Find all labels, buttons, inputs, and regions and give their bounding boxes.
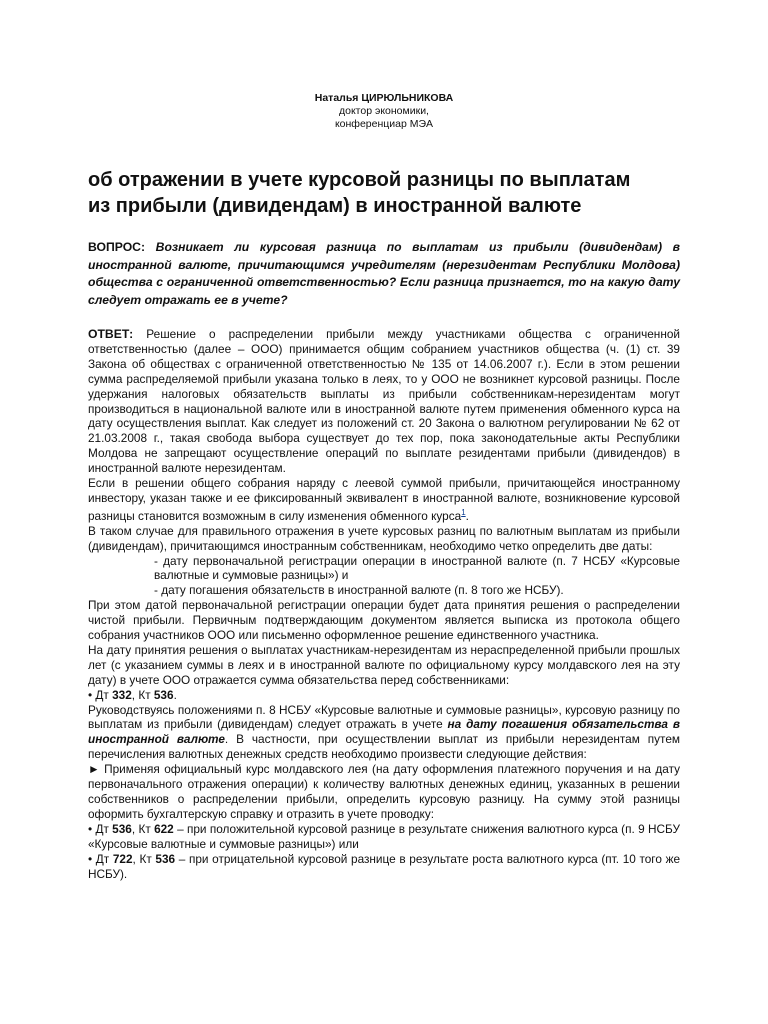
- answer-text-6-emphasis: на дату погашения обязательства в иностранной валюте: [88, 717, 680, 747]
- article-title: [88, 167, 680, 219]
- entry-2-prefix: • Дт: [88, 821, 113, 836]
- entry-1-debit: 332: [112, 687, 132, 702]
- entry-3: [88, 852, 680, 882]
- answer-paragraph-7: ► Применяя официальный курс молдавского лея (на дату оформления платежного поручения и на дату первоначального отражения операции) к количеству валютных денежных единиц, указанных в решении собственников о распределении прибыли, определить курсовую разницу. На сумму этой разницы оформить бухгалтерскую справку и отразить в учете проводку:: [88, 762, 680, 821]
- answer-paragraph-3: В таком случае для правильного отражения в учете курсовых разниц по валютным выплатам из прибыли (дивидендам), причитающимся иностранным собственникам, необходимо четко определить две даты:: [88, 523, 680, 553]
- entry-1-credit: 536: [153, 687, 174, 702]
- entry-3-mid: , Кт: [132, 851, 156, 866]
- title-line-2: из прибыли (дивидендам) в иностранной валюте: [88, 195, 582, 217]
- entry-3-suffix: – при отрицательной курсовой разнице в результате роста валютного курса (пт. 10 того же НСБУ).: [88, 851, 681, 881]
- answer-text-2-end: .: [465, 508, 469, 523]
- author-degree: доктор экономики,: [339, 105, 429, 117]
- question-label: ВОПРОС:: [88, 240, 146, 254]
- question-text: Возникает ли курсовая разница по выплатам из прибыли (дивидендам) в иностранной валюте, причитающимся учредителям (нерезидентам Республики Молдова) общества с ограниченной ответственностью? Если разница признается, то на какую дату следует отражать ее в учете?: [88, 240, 680, 307]
- answer-text-1: Решение о распределении прибыли между участниками общества с ограниченной ответственностью (далее – ООО) принимается общим собранием участников общества (ч. (1) ст. 39 Закона об обществах с ограниченной ответственностью № 135 от 14.06.2007 г.). Если в этом решении сумма распределяемой прибыли указана только в леях, то у ООО не возникнет курсовой разницы. После удержания налоговых обязательств выплаты из прибыли собственникам-нерезидентам могут производиться в национальной валюте или в иностранной валюте путем применения обменного курса на дату осуществления выплат. Как следует из положений ст. 20 Закона о валютном регулировании № 62 от 21.03.2008 г., такая свобода выбора существует до тех пор, пока законодательные акты Республики Молдова не запрещают осуществление операций по выплате резидентами прибыли (дивидендов) в иностранной валюте нерезидентам.: [88, 327, 680, 476]
- answer-paragraph-6: [88, 703, 680, 763]
- author-name: Наталья ЦИРЮЛЬНИКОВА: [314, 92, 454, 104]
- entry-1-prefix: • Дт: [88, 687, 113, 702]
- entry-3-credit: 536: [155, 851, 176, 866]
- date-list-item-2: - дату погашения обязательств в иностранной валюте (п. 8 того же НСБУ).: [154, 583, 564, 598]
- answer-label: ОТВЕТ:: [88, 327, 134, 341]
- answer-paragraph-5: На дату принятия решения о выплатах участникам-нерезидентам из нераспределенной прибыли прошлых лет (с указанием суммы в леях и в иностранной валюте по официальному курсу молдавского лея на эту дату) в учете ООО отражается сумма обязательства перед собственниками:: [88, 642, 680, 687]
- answer-text-6-start: Руководствуясь положениями п. 8 НСБУ «Курсовые валютные и суммовые разницы», курсовую разницу по выплатам из прибыли (дивидендам) следует отражать в учете: [88, 702, 680, 732]
- answer-text-2: Если в решении общего собрания наряду с леевой суммой прибыли, причитающейся иностранному инвестору, указан также и ее фиксированный эквивалент в иностранной валюте, возникновение курсовой разницы становится возможным в силу изменения обменного курса: [88, 476, 680, 523]
- answer-paragraph-1: [88, 327, 680, 476]
- entry-1: [88, 688, 680, 703]
- entry-3-prefix: • Дт: [88, 851, 113, 866]
- entry-2-credit: 622: [154, 821, 174, 836]
- entry-2-debit: 536: [112, 821, 132, 836]
- entry-2-mid: , Кт: [131, 821, 155, 836]
- title-line-1: об отражении в учете курсовой разницы по выплатам: [88, 169, 631, 191]
- date-list-item-1: - дату первоначальной регистрации операции в иностранной валюте (п. 7 НСБУ «Курсовые валютные и суммовые разницы») и: [154, 553, 680, 583]
- answer-paragraph-4: При этом датой первоначальной регистрации операции будет дата принятия решения о распределении чистой прибыли. Первичным подтверждающим документом является выписка из протокола общего собрания участников ООО или письменно оформленное решение единственного участника.: [88, 598, 680, 643]
- question-block: [88, 239, 680, 309]
- author-position: конференциар МЭА: [334, 118, 434, 130]
- answer-block: [88, 327, 680, 881]
- author-block: [88, 92, 680, 131]
- entry-2: [88, 822, 680, 852]
- entry-3-debit: 722: [112, 851, 133, 866]
- entry-2-suffix: – при положительной курсовой разнице в результате снижения валютного курса (п. 9 НСБУ «Курсовые валютные и суммовые разницы») или: [88, 821, 680, 851]
- answer-paragraph-2: [88, 476, 680, 524]
- entry-1-suffix: .: [173, 687, 177, 702]
- answer-text-6-end: . В частности, при осуществлении выплат из прибыли нерезидентам путем перечисления валютных денежных средств необходимо произвести следующие действия:: [88, 732, 680, 762]
- footnote-link[interactable]: 1: [461, 507, 466, 517]
- entry-1-mid: , Кт: [131, 687, 154, 702]
- document-page: [88, 92, 680, 881]
